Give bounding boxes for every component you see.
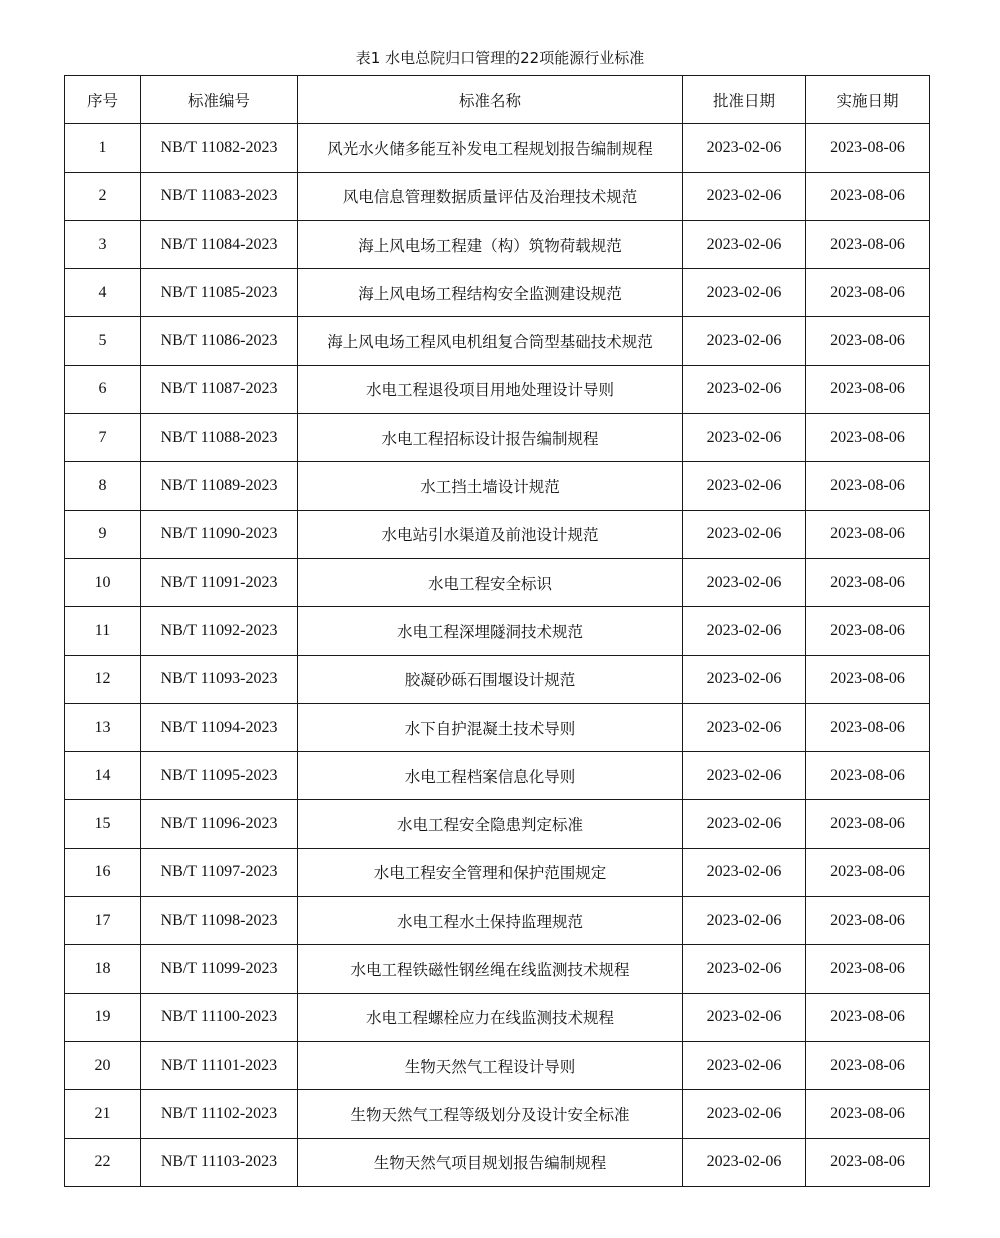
- cell-implement-date: 2023-08-06: [806, 317, 930, 365]
- cell-approve-date: 2023-02-06: [683, 365, 806, 413]
- cell-seq: 5: [65, 317, 141, 365]
- cell-name: 水电工程安全隐患判定标准: [298, 800, 683, 848]
- cell-approve-date: 2023-02-06: [683, 703, 806, 751]
- table-row: [65, 1041, 930, 1089]
- cell-implement-date: 2023-08-06: [806, 752, 930, 800]
- cell-name: 风光水火储多能互补发电工程规划报告编制规程: [298, 124, 683, 172]
- cell-approve-date: 2023-02-06: [683, 172, 806, 220]
- cell-code: NB/T 11083-2023: [141, 172, 298, 220]
- cell-seq: 7: [65, 414, 141, 462]
- cell-approve-date: 2023-02-06: [683, 945, 806, 993]
- table-row: [65, 607, 930, 655]
- cell-seq: 15: [65, 800, 141, 848]
- table-row: [65, 558, 930, 606]
- cell-name: 海上风电场工程建（构）筑物荷载规范: [298, 220, 683, 268]
- cell-name: 海上风电场工程风电机组复合筒型基础技术规范: [298, 317, 683, 365]
- cell-approve-date: 2023-02-06: [683, 655, 806, 703]
- cell-approve-date: 2023-02-06: [683, 752, 806, 800]
- cell-code: NB/T 11099-2023: [141, 945, 298, 993]
- table-row: [65, 317, 930, 365]
- cell-implement-date: 2023-08-06: [806, 510, 930, 558]
- table-header-row: [65, 76, 930, 124]
- cell-seq: 12: [65, 655, 141, 703]
- cell-implement-date: 2023-08-06: [806, 414, 930, 462]
- table-row: [65, 172, 930, 220]
- cell-code: NB/T 11092-2023: [141, 607, 298, 655]
- cell-implement-date: 2023-08-06: [806, 993, 930, 1041]
- cell-seq: 19: [65, 993, 141, 1041]
- cell-approve-date: 2023-02-06: [683, 510, 806, 558]
- cell-code: NB/T 11084-2023: [141, 220, 298, 268]
- table-row: [65, 462, 930, 510]
- cell-approve-date: 2023-02-06: [683, 993, 806, 1041]
- header-name: 标准名称: [298, 76, 683, 124]
- cell-implement-date: 2023-08-06: [806, 1090, 930, 1138]
- cell-implement-date: 2023-08-06: [806, 703, 930, 751]
- cell-approve-date: 2023-02-06: [683, 897, 806, 945]
- cell-name: 水电工程螺栓应力在线监测技术规程: [298, 993, 683, 1041]
- cell-implement-date: 2023-08-06: [806, 124, 930, 172]
- table-row: [65, 897, 930, 945]
- cell-code: NB/T 11101-2023: [141, 1041, 298, 1089]
- table-row: [65, 848, 930, 896]
- cell-implement-date: 2023-08-06: [806, 269, 930, 317]
- cell-name: 胶凝砂砾石围堰设计规范: [298, 655, 683, 703]
- cell-name: 风电信息管理数据质量评估及治理技术规范: [298, 172, 683, 220]
- cell-seq: 13: [65, 703, 141, 751]
- cell-implement-date: 2023-08-06: [806, 172, 930, 220]
- table-row: [65, 655, 930, 703]
- cell-code: NB/T 11103-2023: [141, 1138, 298, 1186]
- cell-approve-date: 2023-02-06: [683, 848, 806, 896]
- table-row: [65, 945, 930, 993]
- table-row: [65, 414, 930, 462]
- cell-approve-date: 2023-02-06: [683, 414, 806, 462]
- cell-seq: 20: [65, 1041, 141, 1089]
- cell-approve-date: 2023-02-06: [683, 800, 806, 848]
- cell-seq: 16: [65, 848, 141, 896]
- cell-seq: 9: [65, 510, 141, 558]
- table-body: [65, 124, 930, 1187]
- table-row: [65, 510, 930, 558]
- cell-name: 水电工程安全标识: [298, 558, 683, 606]
- cell-seq: 17: [65, 897, 141, 945]
- cell-implement-date: 2023-08-06: [806, 607, 930, 655]
- cell-code: NB/T 11098-2023: [141, 897, 298, 945]
- cell-code: NB/T 11091-2023: [141, 558, 298, 606]
- cell-approve-date: 2023-02-06: [683, 317, 806, 365]
- cell-seq: 6: [65, 365, 141, 413]
- cell-approve-date: 2023-02-06: [683, 124, 806, 172]
- table-row: [65, 703, 930, 751]
- cell-name: 水电工程深埋隧洞技术规范: [298, 607, 683, 655]
- table-row: [65, 269, 930, 317]
- cell-implement-date: 2023-08-06: [806, 220, 930, 268]
- cell-code: NB/T 11085-2023: [141, 269, 298, 317]
- cell-seq: 10: [65, 558, 141, 606]
- cell-name: 生物天然气项目规划报告编制规程: [298, 1138, 683, 1186]
- cell-seq: 4: [65, 269, 141, 317]
- cell-implement-date: 2023-08-06: [806, 655, 930, 703]
- cell-code: NB/T 11093-2023: [141, 655, 298, 703]
- cell-approve-date: 2023-02-06: [683, 269, 806, 317]
- cell-name: 水电工程退役项目用地处理设计导则: [298, 365, 683, 413]
- cell-seq: 21: [65, 1090, 141, 1138]
- cell-name: 水电工程铁磁性钢丝绳在线监测技术规程: [298, 945, 683, 993]
- table-row: [65, 220, 930, 268]
- table-row: [65, 365, 930, 413]
- cell-approve-date: 2023-02-06: [683, 220, 806, 268]
- cell-code: NB/T 11090-2023: [141, 510, 298, 558]
- cell-seq: 22: [65, 1138, 141, 1186]
- cell-code: NB/T 11095-2023: [141, 752, 298, 800]
- table-row: [65, 752, 930, 800]
- cell-name: 水电工程水土保持监理规范: [298, 897, 683, 945]
- table-row: [65, 993, 930, 1041]
- cell-name: 海上风电场工程结构安全监测建设规范: [298, 269, 683, 317]
- cell-implement-date: 2023-08-06: [806, 800, 930, 848]
- header-approve-date: 批准日期: [683, 76, 806, 124]
- cell-code: NB/T 11088-2023: [141, 414, 298, 462]
- table-row: [65, 1138, 930, 1186]
- cell-name: 水下自护混凝土技术导则: [298, 703, 683, 751]
- cell-name: 水电工程安全管理和保护范围规定: [298, 848, 683, 896]
- cell-seq: 3: [65, 220, 141, 268]
- cell-seq: 2: [65, 172, 141, 220]
- header-seq: 序号: [65, 76, 141, 124]
- cell-code: NB/T 11086-2023: [141, 317, 298, 365]
- cell-code: NB/T 11102-2023: [141, 1090, 298, 1138]
- cell-approve-date: 2023-02-06: [683, 1090, 806, 1138]
- cell-code: NB/T 11094-2023: [141, 703, 298, 751]
- cell-implement-date: 2023-08-06: [806, 1138, 930, 1186]
- cell-name: 水电工程招标设计报告编制规程: [298, 414, 683, 462]
- table-row: [65, 1090, 930, 1138]
- table-row: [65, 124, 930, 172]
- cell-implement-date: 2023-08-06: [806, 365, 930, 413]
- cell-approve-date: 2023-02-06: [683, 558, 806, 606]
- cell-approve-date: 2023-02-06: [683, 1041, 806, 1089]
- cell-name: 水电站引水渠道及前池设计规范: [298, 510, 683, 558]
- cell-code: NB/T 11089-2023: [141, 462, 298, 510]
- cell-name: 水工挡土墙设计规范: [298, 462, 683, 510]
- cell-seq: 18: [65, 945, 141, 993]
- cell-code: NB/T 11082-2023: [141, 124, 298, 172]
- cell-seq: 14: [65, 752, 141, 800]
- cell-seq: 8: [65, 462, 141, 510]
- table-caption: 表1 水电总院归口管理的22项能源行业标准: [355, 49, 645, 67]
- header-implement-date: 实施日期: [806, 76, 930, 124]
- header-code: 标准编号: [141, 76, 298, 124]
- cell-implement-date: 2023-08-06: [806, 945, 930, 993]
- cell-name: 水电工程档案信息化导则: [298, 752, 683, 800]
- cell-seq: 1: [65, 124, 141, 172]
- cell-implement-date: 2023-08-06: [806, 1041, 930, 1089]
- cell-seq: 11: [65, 607, 141, 655]
- cell-name: 生物天然气工程设计导则: [298, 1041, 683, 1089]
- cell-implement-date: 2023-08-06: [806, 848, 930, 896]
- cell-code: NB/T 11096-2023: [141, 800, 298, 848]
- cell-approve-date: 2023-02-06: [683, 1138, 806, 1186]
- table-row: [65, 800, 930, 848]
- cell-approve-date: 2023-02-06: [683, 607, 806, 655]
- cell-approve-date: 2023-02-06: [683, 462, 806, 510]
- cell-name: 生物天然气工程等级划分及设计安全标准: [298, 1090, 683, 1138]
- cell-implement-date: 2023-08-06: [806, 897, 930, 945]
- standards-table: [64, 75, 930, 1187]
- cell-implement-date: 2023-08-06: [806, 462, 930, 510]
- cell-code: NB/T 11097-2023: [141, 848, 298, 896]
- cell-code: NB/T 11100-2023: [141, 993, 298, 1041]
- cell-implement-date: 2023-08-06: [806, 558, 930, 606]
- cell-code: NB/T 11087-2023: [141, 365, 298, 413]
